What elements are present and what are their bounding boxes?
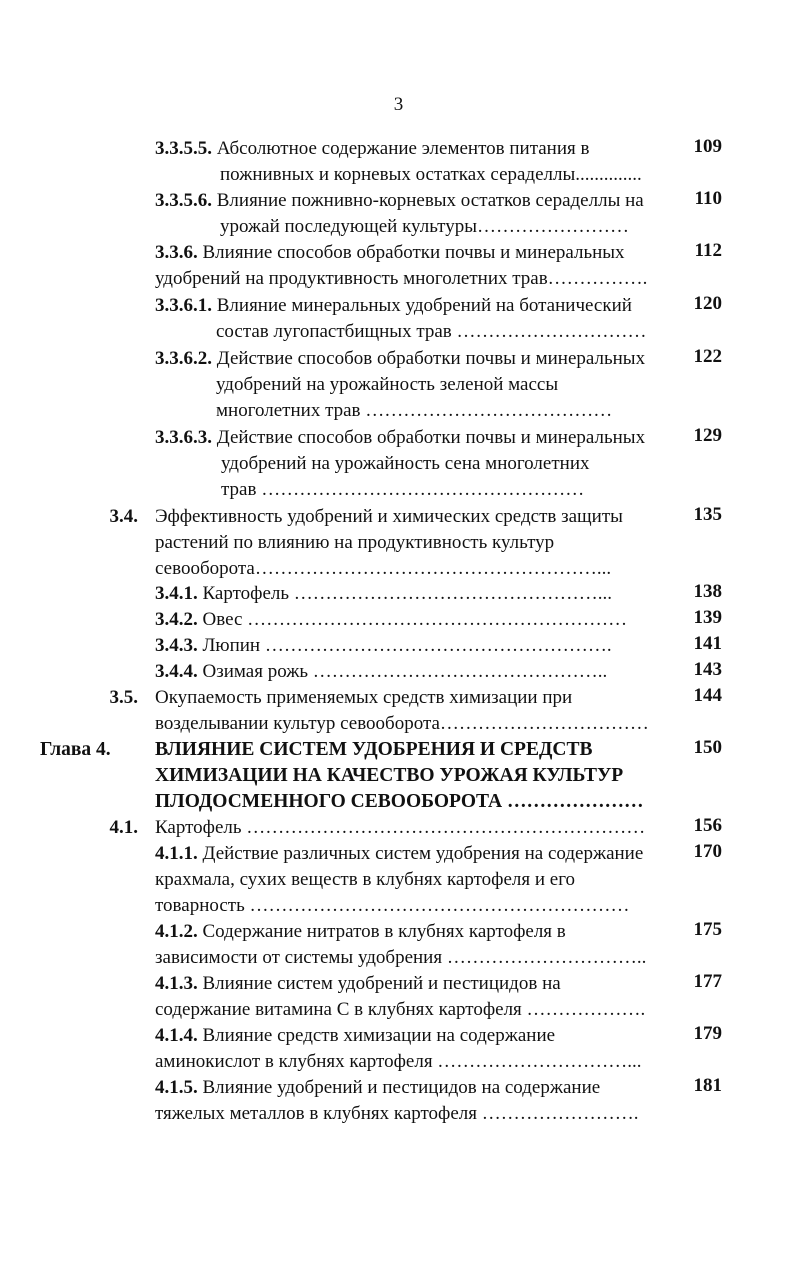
entry-title: Абсолютное содержание элементов питания в	[216, 138, 590, 159]
toc-entry-4-1-1	[155, 841, 675, 919]
toc-entry-4-1-2	[155, 919, 675, 971]
entry-title-continued: удобрений на продуктивность многолетних трав…………….	[155, 268, 648, 289]
entry-title: Картофель ………………………………………………………	[155, 817, 646, 838]
chapter-title-continued: ХИМИЗАЦИИ НА КАЧЕСТВО УРОЖАЯ КУЛЬТУР	[155, 765, 624, 786]
section-number: 3.3.6.1.	[155, 295, 212, 316]
toc-entry-4-1-5	[155, 1075, 675, 1127]
toc-entry-3-4-2	[155, 607, 675, 633]
entry-title: Эффективность удобрений и химических средств защиты	[155, 506, 623, 527]
section-number: 4.1.5.	[155, 1077, 198, 1098]
section-number: 3.4.2.	[155, 609, 198, 630]
chapter-title-continued: ПЛОДОСМЕННОГО СЕВООБОРОТА …………………	[155, 791, 644, 812]
section-number: 3.3.6.	[155, 242, 198, 263]
entry-title: Влияние удобрений и пестицидов на содержание	[202, 1077, 601, 1098]
entry-title: Картофель …………………………………………...	[202, 583, 613, 604]
entry-title-continued: содержание витамина С в клубнях картофеля ……………….	[155, 999, 646, 1020]
toc-entry-chapter-4	[155, 737, 675, 815]
page-number: 3	[393, 94, 404, 115]
page-ref: 139	[693, 607, 722, 628]
page-ref: 170	[693, 841, 722, 862]
section-number: 3.4.3.	[155, 635, 198, 656]
toc-entry-3-3-6	[155, 240, 675, 292]
entry-title-continued: трав ……………………………………………	[221, 479, 585, 500]
entry-title-continued: растений по влиянию на продуктивность культур	[155, 532, 555, 553]
entry-title-continued: многолетних трав …………………………………	[216, 400, 613, 421]
toc-entry-3-4-1	[155, 581, 675, 607]
section-label: 3.5.	[109, 687, 138, 708]
page-ref: 175	[693, 919, 722, 940]
page-ref: 110	[694, 188, 722, 209]
page-ref: 135	[693, 504, 722, 525]
section-number: 3.3.6.3.	[155, 427, 212, 448]
section-label: 3.4.	[109, 506, 138, 527]
chapter-label: Глава 4.	[40, 739, 111, 760]
chapter-title: ВЛИЯНИЕ СИСТЕМ УДОБРЕНИЯ И СРЕДСТВ	[155, 739, 593, 760]
entry-title-continued: состав лугопастбищных трав …………………………	[216, 321, 647, 342]
page-ref: 109	[693, 136, 722, 157]
entry-title: Люпин ……………………………………………….	[202, 635, 612, 656]
page-ref: 112	[694, 240, 722, 261]
section-number: 3.4.1.	[155, 583, 198, 604]
page-ref: 122	[693, 346, 722, 367]
entry-title-continued: удобрений на урожайность зеленой массы	[216, 374, 559, 395]
entry-title-continued: товарность ……………………………………………………	[155, 895, 630, 916]
entry-title: Действие различных систем удобрения на содержание	[202, 843, 644, 864]
entry-title: Действие способов обработки почвы и минеральных	[216, 348, 646, 369]
entry-title-continued: удобрений на урожайность сена многолетних	[221, 453, 590, 474]
toc-entry-3-4	[155, 504, 675, 582]
page-ref: 138	[693, 581, 722, 602]
page-ref: 144	[693, 685, 722, 706]
toc-entry-3-3-6-1	[155, 293, 675, 345]
entry-title: Влияние способов обработки почвы и минеральных	[202, 242, 625, 263]
section-number: 3.3.5.6.	[155, 190, 212, 211]
toc-entry-3-4-4	[155, 659, 675, 685]
entry-title: Окупаемость применяемых средств химизации при	[155, 687, 573, 708]
entry-title-continued: крахмала, сухих веществ в клубнях картофеля и его	[155, 869, 576, 890]
page-ref: 150	[693, 737, 722, 758]
entry-title-continued: пожнивных и корневых остатках сераделлы..............	[220, 164, 642, 185]
entry-title: Влияние средств химизации на содержание	[202, 1025, 556, 1046]
page-ref: 179	[693, 1023, 722, 1044]
section-label: 4.1.	[109, 817, 138, 838]
entry-title-continued: тяжелых металлов в клубнях картофеля …………………….	[155, 1103, 639, 1124]
page-ref: 177	[693, 971, 722, 992]
page-ref: 141	[693, 633, 722, 654]
toc-entry-3-4-3	[155, 633, 675, 659]
page-ref: 156	[693, 815, 722, 836]
section-number: 4.1.2.	[155, 921, 198, 942]
section-number: 3.4.4.	[155, 661, 198, 682]
entry-title-continued: севооборота………………………………………………...	[155, 558, 612, 579]
toc-entry-3-5	[155, 685, 675, 737]
toc-entry-3-3-6-3	[155, 425, 675, 503]
entry-title: Действие способов обработки почвы и минеральных	[216, 427, 646, 448]
entry-title: Влияние минеральных удобрений на ботанический	[216, 295, 632, 316]
entry-title: Овес ……………………………………………………	[202, 609, 628, 630]
section-number: 4.1.1.	[155, 843, 198, 864]
toc-entry-3-3-6-2	[155, 346, 675, 424]
entry-title-continued: зависимости от системы удобрения …………………………..	[155, 947, 647, 968]
section-number: 3.3.5.5.	[155, 138, 212, 159]
section-number: 4.1.3.	[155, 973, 198, 994]
entry-title: Содержание нитратов в клубнях картофеля в	[202, 921, 566, 942]
toc-entry-4-1-4	[155, 1023, 675, 1075]
toc-entry-3-3-5-6	[155, 188, 675, 240]
section-number: 4.1.4.	[155, 1025, 198, 1046]
toc-entry-4-1-3	[155, 971, 675, 1023]
entry-title: Влияние систем удобрений и пестицидов на	[202, 973, 561, 994]
entry-title: Влияние пожнивно-корневых остатков сераделлы на	[216, 190, 644, 211]
page-ref: 129	[693, 425, 722, 446]
page-ref: 143	[693, 659, 722, 680]
entry-title-continued: аминокислот в клубнях картофеля …………………………...	[155, 1051, 642, 1072]
toc-entry-3-3-5-5	[155, 136, 675, 188]
toc-entry-4-1	[155, 815, 675, 841]
entry-title: Озимая рожь ………………………………………..	[202, 661, 608, 682]
page-ref: 120	[693, 293, 722, 314]
entry-title-continued: возделывании культур севооборота……………………………	[155, 713, 649, 734]
page-ref: 181	[693, 1075, 722, 1096]
section-number: 3.3.6.2.	[155, 348, 212, 369]
entry-title-continued: урожай последующей культуры……………………	[220, 216, 629, 237]
